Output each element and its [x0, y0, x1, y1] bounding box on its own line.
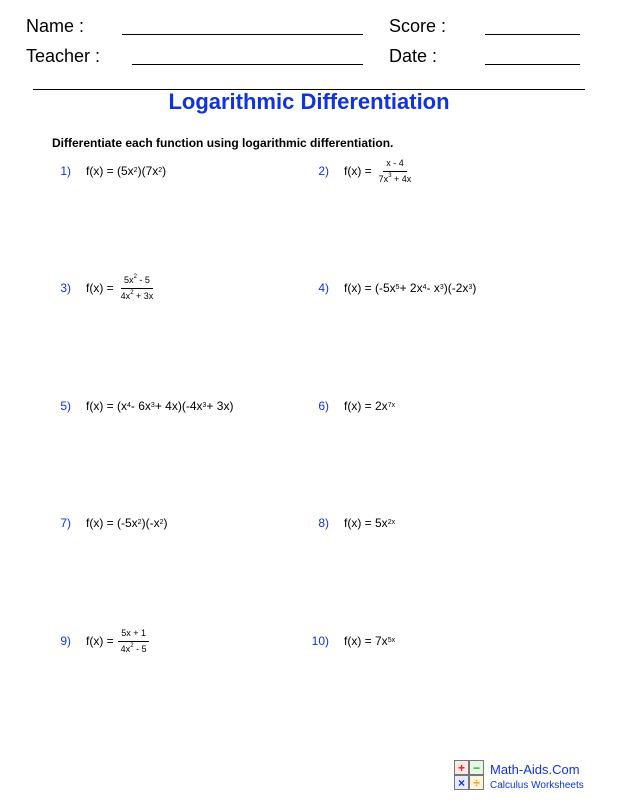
footer-brand[interactable]: Math-Aids.Com — [490, 762, 580, 777]
score-field[interactable] — [485, 34, 580, 35]
problem-1 — [60, 151, 346, 191]
teacher-label: Teacher : — [26, 46, 101, 66]
problem-number: 6) — [318, 399, 329, 413]
problem-expression: f(x) = 2x 7x — [344, 399, 396, 413]
instructions: Differentiate each function using logarithmic differentiation. — [52, 136, 394, 150]
problem-6 — [318, 386, 604, 426]
problem-4 — [318, 268, 604, 308]
footer-subtitle: Calculus Worksheets — [490, 780, 584, 791]
problem-2 — [318, 151, 604, 191]
problem-number: 8) — [318, 516, 329, 530]
problem-expression: f(x) = (x 4 - 6x 3 + 4x)(-4x 3 + 3x) — [86, 399, 234, 413]
name-field[interactable] — [122, 34, 363, 35]
problem-expression: f(x) = 7x 5x — [344, 634, 396, 648]
fraction: $\frac{5x + 1}{4x^2 - 5}$ — [118, 628, 150, 655]
problem-number: 9) — [60, 634, 71, 648]
problem-number: 3) — [60, 281, 71, 295]
fraction: $\frac{x - 4}{7x^3 + 4x}$ — [378, 157, 412, 184]
score-label: Score : — [389, 16, 447, 36]
problem-number: 2) — [318, 164, 329, 178]
problem-expression: f(x) = (5x 2 )(7x 2 ) — [86, 164, 167, 178]
problem-expression: f(x) = $\frac{x - 4}{7x^3 + 4x}$ — [344, 151, 414, 191]
problem-8 — [318, 503, 604, 543]
problem-number: 1) — [60, 164, 71, 178]
date-field[interactable] — [485, 64, 580, 65]
name-label: Name : — [26, 16, 85, 36]
teacher-field[interactable] — [132, 64, 363, 65]
problem-number: 4) — [318, 281, 329, 295]
problem-9 — [60, 621, 346, 661]
problem-expression: f(x) = 5x 2x — [344, 516, 396, 530]
fraction: $\frac{5x^2 - 5}{4x^2 + 3x}$ — [120, 273, 154, 301]
problem-number: 5) — [60, 399, 71, 413]
math-operators-icon: + − × ÷ — [454, 760, 484, 790]
problem-expression: f(x) = $\frac{5x^2 - 5}{4x^2 + 3x}$ — [86, 268, 156, 308]
problem-expression: f(x) = (-5x 2 )(-x 2 ) — [86, 516, 168, 530]
problem-number: 7) — [60, 516, 71, 530]
problem-10 — [311, 621, 604, 661]
problem-expression: f(x) = $\frac{5x + 1}{4x^2 - 5}$ — [86, 621, 150, 661]
problem-3 — [60, 268, 346, 308]
date-label: Date : — [389, 46, 438, 66]
problem-7 — [60, 503, 346, 543]
problem-5 — [60, 386, 346, 426]
problem-number: 10) — [311, 634, 329, 648]
problem-expression: f(x) = (-5x 5 + 2x 4 - x 3 )(-2x 3 ) — [344, 281, 477, 295]
page-title: Logarithmic Differentiation — [168, 89, 450, 114]
